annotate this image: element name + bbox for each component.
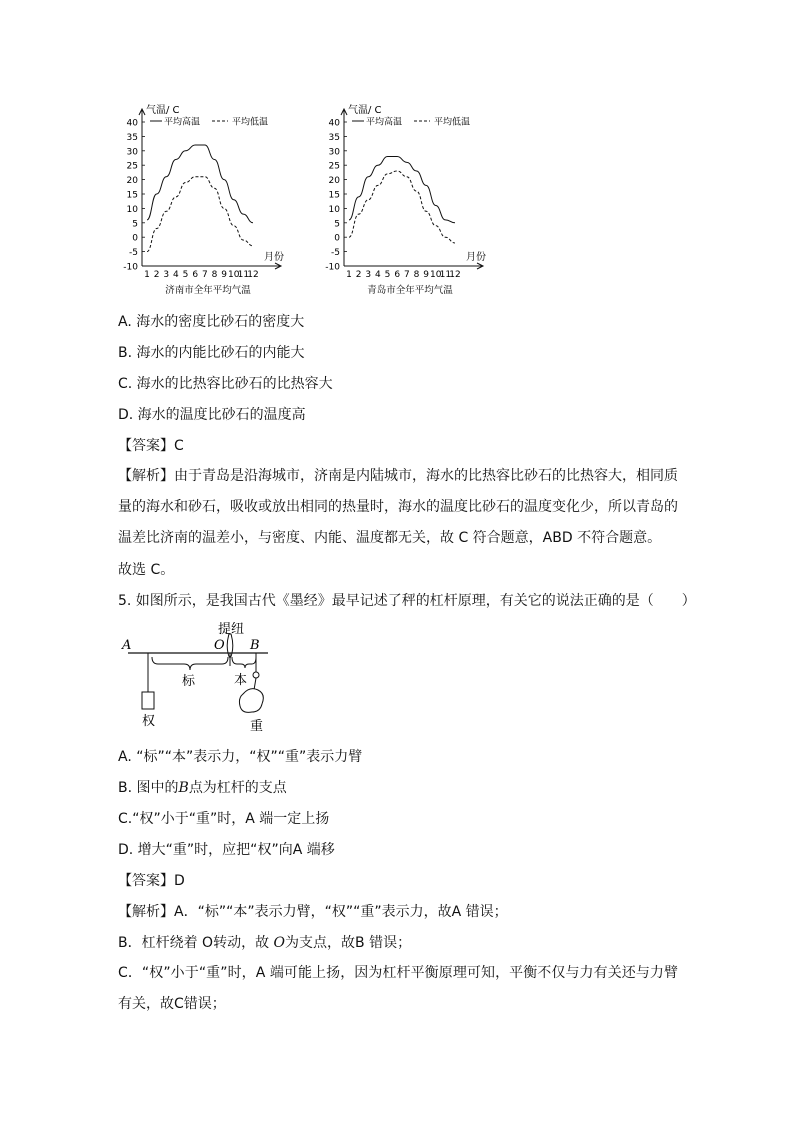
quan-weight — [142, 692, 154, 709]
x-tick-label: 2 — [153, 270, 160, 280]
x-tick-label: 5 — [384, 270, 391, 280]
y-tick-label: 0 — [132, 233, 138, 244]
chart-qingdao — [320, 100, 505, 300]
analysis-q4: 【解析】由于青岛是沿海城市，济南是内陆城市，海水的比热容比砂石的比热容大，相同质量的海水和砂石，吸收或放出相同的热量时，海水的温度比砂石的温度变化少，所以青岛的温差比济南的温差小，与密度、内能、温度都无关，故 C 符合题意，ABD 不符合题意。 — [118, 468, 678, 546]
ben-brace — [232, 657, 256, 668]
x-tick-label: 11 — [439, 270, 452, 280]
chart-title: 青岛市全年平均气温 — [367, 285, 453, 296]
label-B: B — [250, 638, 260, 653]
x-tick-label: 12 — [449, 270, 461, 280]
x-tick-label: 3 — [163, 270, 170, 280]
x-tick-label: 1 — [144, 270, 150, 280]
y-tick-label: 15 — [328, 190, 340, 201]
label-O: O — [214, 638, 225, 653]
biao-brace — [152, 657, 228, 670]
x-tick-label: 8 — [211, 270, 218, 280]
x-tick-label: 10 — [228, 270, 240, 280]
x-tick-label: 9 — [221, 270, 227, 280]
chart-qingdao-svg — [320, 100, 505, 300]
series-high-line — [147, 145, 253, 223]
x-tick-label: 10 — [430, 270, 442, 280]
y-tick-label: -10 — [325, 262, 340, 273]
y-tick-label: 20 — [328, 176, 340, 187]
question-5: 5. 如图所示，是我国古代《墨经》最早记述了秤的杠杆原理，有关它的说法正确的是（ ） — [118, 593, 696, 609]
legend-low: 平均低温 — [434, 117, 471, 128]
y-tick-label: 40 — [328, 118, 340, 129]
chart-jinan — [118, 100, 303, 300]
x-tick-label: 7 — [403, 270, 410, 280]
y-tick-label: -10 — [123, 262, 138, 273]
y-tick-label: 30 — [126, 147, 138, 158]
y-tick-label: 35 — [328, 132, 340, 143]
label-quan: 权 — [142, 714, 156, 729]
steelyard-diagram — [118, 622, 278, 737]
q5-option-c: C.“权”小于“重”时，A 端一定上扬 — [118, 811, 330, 827]
x-tick-label: 9 — [423, 270, 429, 280]
y-tick-label: 0 — [334, 233, 340, 244]
y-tick-label: 35 — [126, 132, 138, 143]
y-tick-label: 5 — [334, 219, 340, 230]
option-c: C. 海水的比热容比砂石的比热容大 — [118, 376, 333, 392]
label-biao: 标 — [182, 674, 196, 689]
x-tick-label: 3 — [365, 270, 372, 280]
series-high-line — [349, 157, 455, 223]
y-tick-label: -5 — [129, 248, 138, 259]
analysis-q5-a: 【解析】A．“标”“本”表示力臂，“权”“重”表示力，故A 错误； — [118, 904, 508, 920]
option-b: B. 海水的内能比砂石的内能大 — [118, 345, 305, 361]
zhong-object — [239, 689, 263, 713]
legend-high: 平均高温 — [366, 117, 403, 128]
x-tick-label: 12 — [247, 270, 259, 280]
y-tick-label: 25 — [328, 161, 340, 172]
y-tick-label: 40 — [126, 118, 138, 129]
chart-title: 济南市全年平均气温 — [165, 285, 251, 296]
x-tick-label: 6 — [192, 270, 199, 280]
x-tick-label: 2 — [355, 270, 362, 280]
y-tick-label: -5 — [331, 248, 340, 259]
y-tick-label: 10 — [126, 204, 138, 215]
conclusion-q4: 故选 C。 — [118, 562, 175, 578]
label-zhong: 重 — [250, 719, 264, 734]
x-tick-label: 6 — [394, 270, 401, 280]
label-ben: 本 — [234, 673, 248, 688]
label-A: A — [122, 638, 132, 653]
y-tick-label: 5 — [132, 219, 138, 230]
legend-high: 平均高温 — [164, 117, 201, 128]
option-a: A. 海水的密度比砂石的密度大 — [118, 314, 305, 330]
label-tizu: 提纽 — [218, 622, 245, 637]
y-axis-label: 气温/ C — [146, 105, 180, 116]
x-axis-label: 月份 — [264, 252, 284, 263]
q5-option-d: D. 增大“重”时，应把“权”向A 端移 — [118, 842, 335, 858]
y-tick-label: 15 — [126, 190, 138, 201]
series-low-line — [147, 177, 253, 252]
x-tick-label: 11 — [237, 270, 250, 280]
x-tick-label: 4 — [375, 270, 381, 280]
x-tick-label: 7 — [201, 270, 208, 280]
q5-option-b: B. 图中的B点为杠杆的支点 — [118, 780, 287, 796]
chart-jinan-svg — [118, 100, 303, 300]
y-axis-label: 气温/ C — [348, 105, 382, 116]
answer-q5: 【答案】D — [118, 873, 185, 889]
answer-q4: 【答案】C — [118, 438, 184, 454]
y-tick-label: 20 — [126, 176, 138, 187]
y-tick-label: 10 — [328, 204, 340, 215]
x-tick-label: 4 — [173, 270, 179, 280]
legend-low: 平均低温 — [232, 117, 269, 128]
lever-figure — [118, 622, 278, 737]
x-tick-label: 5 — [182, 270, 189, 280]
y-tick-label: 30 — [328, 147, 340, 158]
option-d: D. 海水的温度比砂石的温度高 — [118, 407, 306, 423]
y-tick-label: 25 — [126, 161, 138, 172]
x-axis-label: 月份 — [466, 252, 486, 263]
analysis-q5-c: C．“权”小于“重”时，A 端可能上扬，因为杠杆平衡原理可知，平衡不仅与力有关还与力臂有关，故C错误； — [118, 965, 678, 1012]
q5-option-a: A. “标”“本”表示力，“权”“重”表示力臂 — [118, 749, 363, 765]
x-tick-label: 1 — [346, 270, 352, 280]
analysis-q5-b: B．杠杆绕着 O转动，故 O为支点，故B 错误； — [118, 935, 412, 951]
x-tick-label: 8 — [413, 270, 420, 280]
